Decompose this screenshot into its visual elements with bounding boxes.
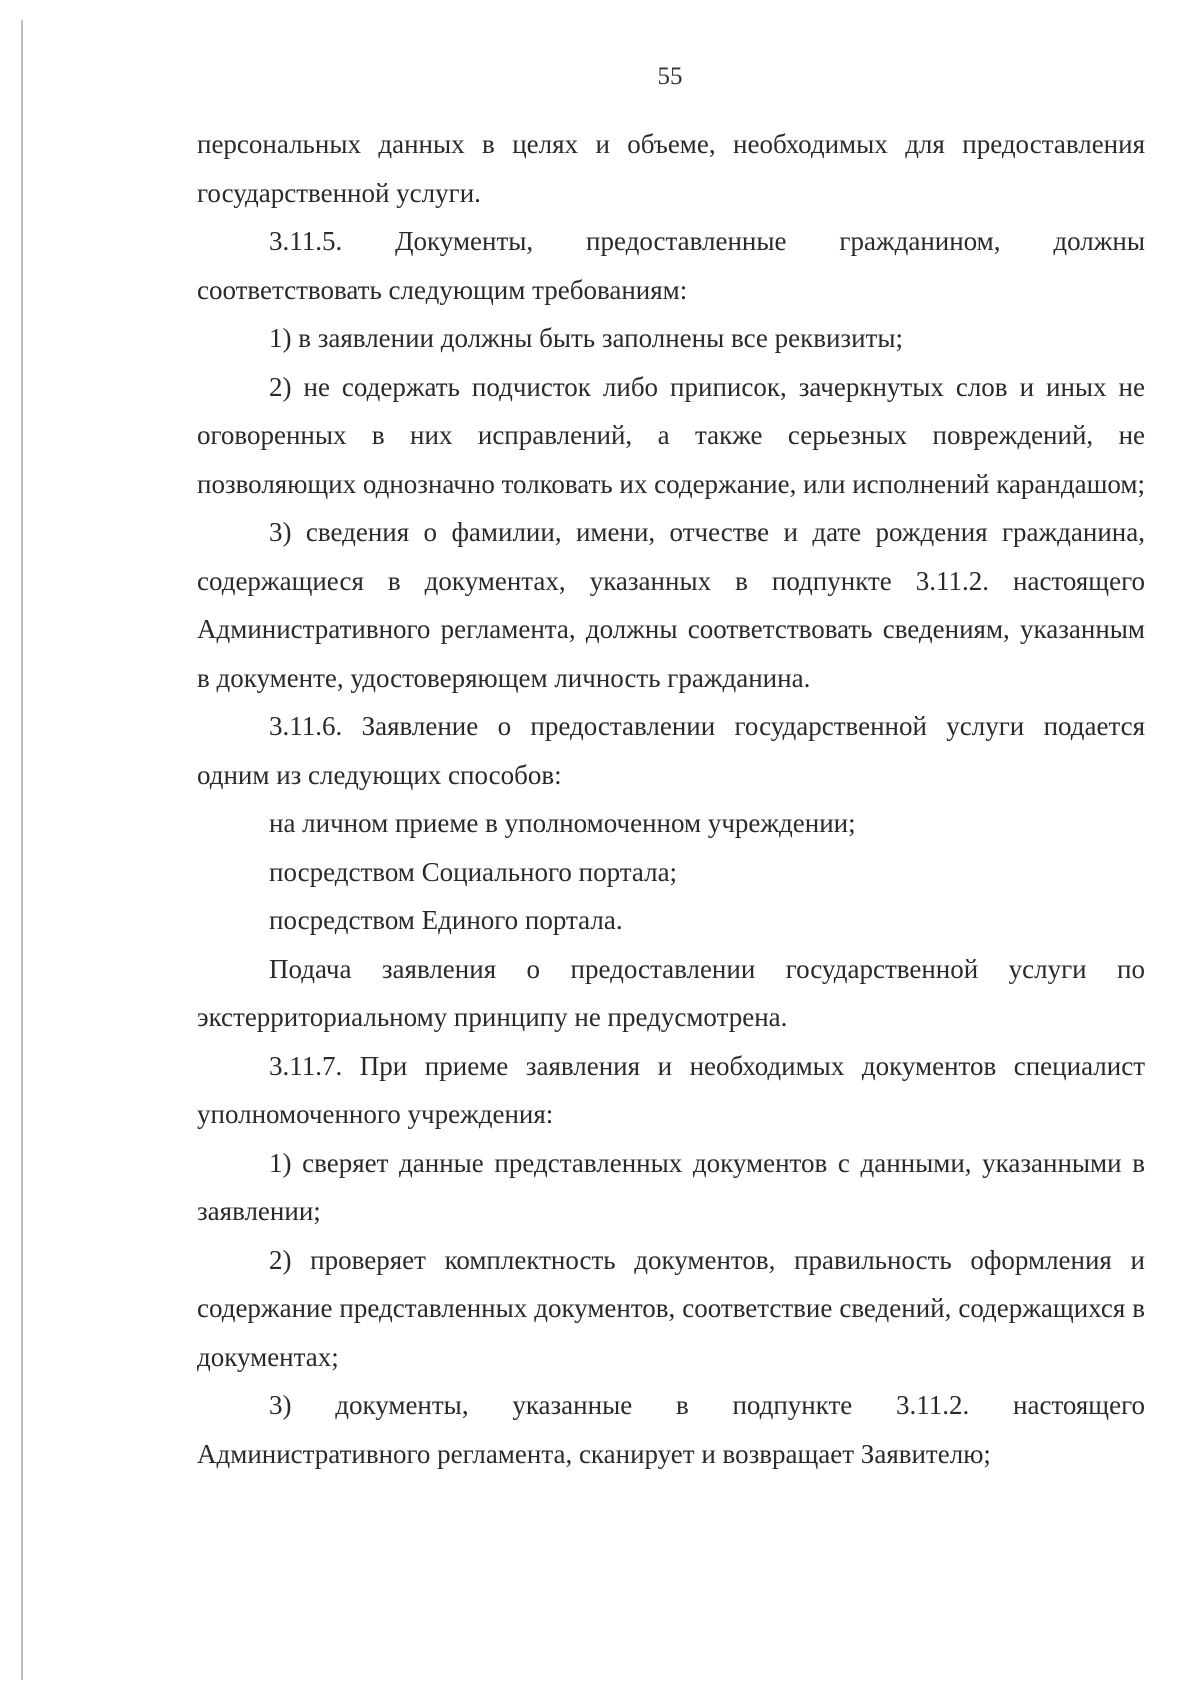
list-item-scan-return: 3) документы, указанные в подпункте 3.11.2. настоящего Административного регламента, сканирует и возвращает Заявителю;	[197, 1390, 1145, 1469]
list-item-check-completeness: 2) проверяет комплектность документов, правильность оформления и содержание представленных документов, соответствие сведений, содержащихся в документах;	[197, 1244, 1145, 1372]
list-item-requisites: 1) в заявлении должны быть заполнены все реквизиты;	[269, 323, 903, 353]
paragraph-extraterritorial: Подача заявления о предоставлении государственной услуги по экстерриториальному принципу не предусмотрена.	[197, 953, 1145, 1032]
paragraph-3-11-6: 3.11.6. Заявление о предоставлении государственной услуги подается одним из следующих способов:	[197, 711, 1145, 790]
list-item-verify-data: 1) сверяет данные представленных документов с данными, указанными в заявлении;	[197, 1147, 1145, 1226]
list-item-personal-info: 3) сведения о фамилии, имени, отчестве и дате рождения гражданина, содержащиеся в документах, указанных в подпункте 3.11.2. настоящего Административного регламента, должны соответствовать сведениям, указанным в документе, удостоверяющем личность гражданина.	[197, 517, 1145, 693]
paragraph-continuation: персональных данных в целях и объеме, необходимых для предоставления государственной услуги.	[197, 129, 1145, 208]
page-number: 55	[657, 63, 683, 90]
document-body	[197, 120, 1145, 1478]
method-in-person: на личном приеме в уполномоченном учреждении;	[269, 808, 856, 838]
list-item-no-corrections: 2) не содержать подчисток либо приписок, зачеркнутых слов и иных не оговоренных в них исправлений, а также серьезных повреждений, не позволяющих однозначно толковать их содержание, или исполнений карандашом;	[197, 371, 1145, 499]
paragraph-3-11-5: 3.11.5. Документы, предоставленные гражданином, должны соответствовать следующим требованиям:	[197, 226, 1145, 305]
paragraph-3-11-7: 3.11.7. При приеме заявления и необходимых документов специалист уполномоченного учреждения:	[197, 1050, 1145, 1129]
scan-edge-line	[21, 20, 23, 1680]
method-social-portal: посредством Социального портала;	[269, 856, 678, 887]
method-unified-portal: посредством Единого портала.	[269, 905, 623, 935]
